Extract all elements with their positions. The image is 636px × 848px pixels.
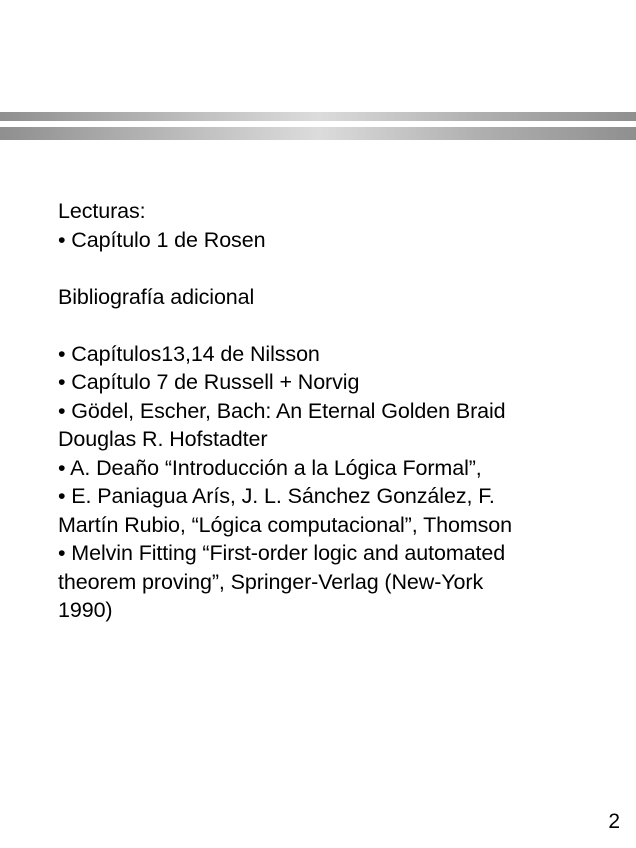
bibliography-line: 1990) [58,598,113,622]
spacer [58,311,578,340]
bibliografia-heading: Bibliografía adicional [58,284,255,309]
bibliography-line: • Gödel, Escher, Bach: An Eternal Golden Braid [58,398,506,423]
bibliography-line: • A. Deaño “Introducción a la Lógica Formal”, [58,455,482,480]
header-bar-bottom [0,127,636,140]
slide-body [58,197,578,625]
page-number: 2 [608,810,620,833]
bibliography-line: Douglas R. Hofstadter [58,427,268,451]
lecturas-heading: Lecturas: [58,199,146,223]
bibliography-line: • Melvin Fitting “First-order logic and automated [58,541,506,565]
bibliography-line: Martín Rubio, “Lógica computacional”, Thomson [58,512,512,537]
bibliography-line: • Capítulos13,14 de Nilsson [58,341,320,366]
spacer [58,254,578,283]
bibliography-line: theorem proving”, Springer-Verlag (New-York [58,569,484,594]
bibliography-line: • E. Paniagua Arís, J. L. Sánchez González, F. [58,484,495,508]
lecturas-item: • Capítulo 1 de Rosen [58,227,266,252]
bibliography-line: • Capítulo 7 de Russell + Norvig [58,370,360,394]
header-bar-top [0,112,636,121]
